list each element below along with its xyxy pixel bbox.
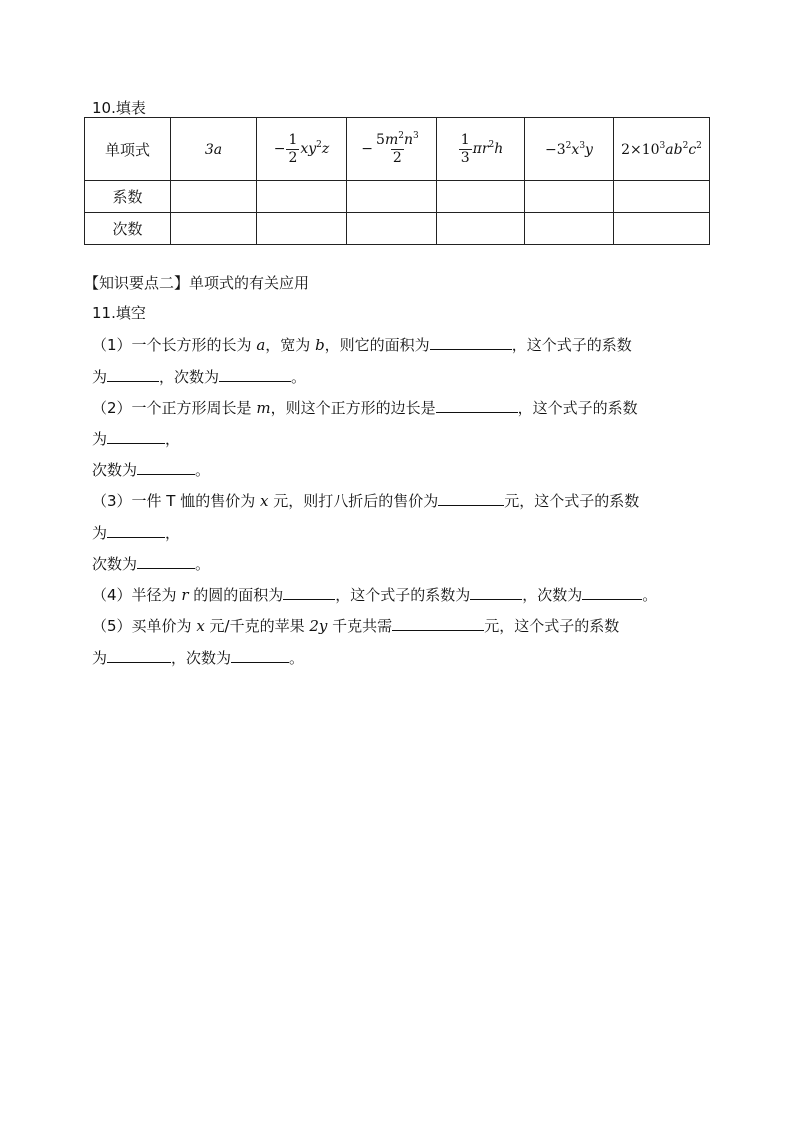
q11-part5-line2: 为 ，次数为 。 (92, 649, 305, 667)
answer-blank[interactable] (470, 585, 522, 600)
q11-part2-line3: 次数为 。 (92, 461, 211, 479)
coefficient-label: 系数 (85, 181, 171, 213)
answer-blank[interactable] (430, 335, 512, 350)
degree-label: 次数 (85, 213, 171, 245)
section-2-title: 【知识要点二】单项式的有关应用 (84, 274, 310, 292)
header-label: 单项式 (85, 118, 171, 181)
question-10-title: 10.填表 (92, 99, 146, 117)
q11-part2-line1: （2）一个正方形周长是 m，则这个正方形的边长是 ，这个式子的系数 (92, 399, 638, 417)
monomial-cell-4: $\frac{1}{3}$ $\pi r^2h$ (437, 118, 525, 181)
answer-blank[interactable] (582, 585, 642, 600)
monomial-cell-3: − $\frac{5m^2n^3}{2}$ (347, 118, 437, 181)
answer-blank[interactable] (436, 398, 518, 413)
monomial-cell-5: $-3^2x^3y$ (525, 118, 614, 181)
answer-cell[interactable] (525, 181, 614, 213)
answer-cell[interactable] (347, 181, 437, 213)
q11-part3-line3: 次数为 。 (92, 555, 211, 573)
q11-part4-line1: （4）半径为 r 的圆的面积为 ，这个式子的系数为 ，次数为 。 (92, 586, 658, 604)
q11-part3-line1: （3）一件 T 恤的售价为 x 元，则打八折后的售价为 元，这个式子的系数 (92, 492, 640, 510)
answer-cell[interactable] (614, 181, 710, 213)
question-11-title: 11.填空 (92, 304, 146, 322)
answer-blank[interactable] (392, 616, 484, 631)
answer-blank[interactable] (107, 429, 165, 444)
q11-part3-line2: 为 ， (92, 524, 181, 542)
answer-blank[interactable] (107, 523, 165, 538)
answer-blank[interactable] (137, 460, 195, 475)
answer-blank[interactable] (231, 648, 289, 663)
answer-blank[interactable] (107, 648, 171, 663)
q11-part5-line1: （5）买单价为 x 元/千克的苹果 2y 千克共需 元，这个式子的系数 (92, 617, 620, 635)
answer-blank[interactable] (137, 554, 195, 569)
answer-cell[interactable] (171, 181, 257, 213)
answer-blank[interactable] (107, 367, 159, 382)
answer-cell[interactable] (614, 213, 710, 245)
answer-cell[interactable] (347, 213, 437, 245)
answer-cell[interactable] (437, 213, 525, 245)
table-row-degree (85, 213, 710, 245)
answer-blank[interactable] (438, 491, 504, 506)
monomial-table (84, 117, 710, 245)
answer-blank[interactable] (219, 367, 291, 382)
answer-cell[interactable] (257, 213, 347, 245)
answer-cell[interactable] (257, 181, 347, 213)
answer-cell[interactable] (171, 213, 257, 245)
q11-part2-line2: 为 ， (92, 430, 181, 448)
monomial-cell-6: $2\times 10^3ab^2c^2$ (614, 118, 710, 181)
monomial-cell-1: 3a (171, 118, 257, 181)
answer-cell[interactable] (437, 181, 525, 213)
q11-part1-line1: （1）一个长方形的长为 a，宽为 b，则它的面积为 ，这个式子的系数 (92, 336, 632, 354)
answer-cell[interactable] (525, 213, 614, 245)
monomial-cell-2: − $\frac{1}{2}$ $xy^2z$ (257, 118, 347, 181)
table-row-coefficient (85, 181, 710, 213)
q11-part1-line2: 为 ，次数为 。 (92, 368, 307, 386)
answer-blank[interactable] (283, 585, 335, 600)
table-row-monomials (85, 118, 710, 181)
